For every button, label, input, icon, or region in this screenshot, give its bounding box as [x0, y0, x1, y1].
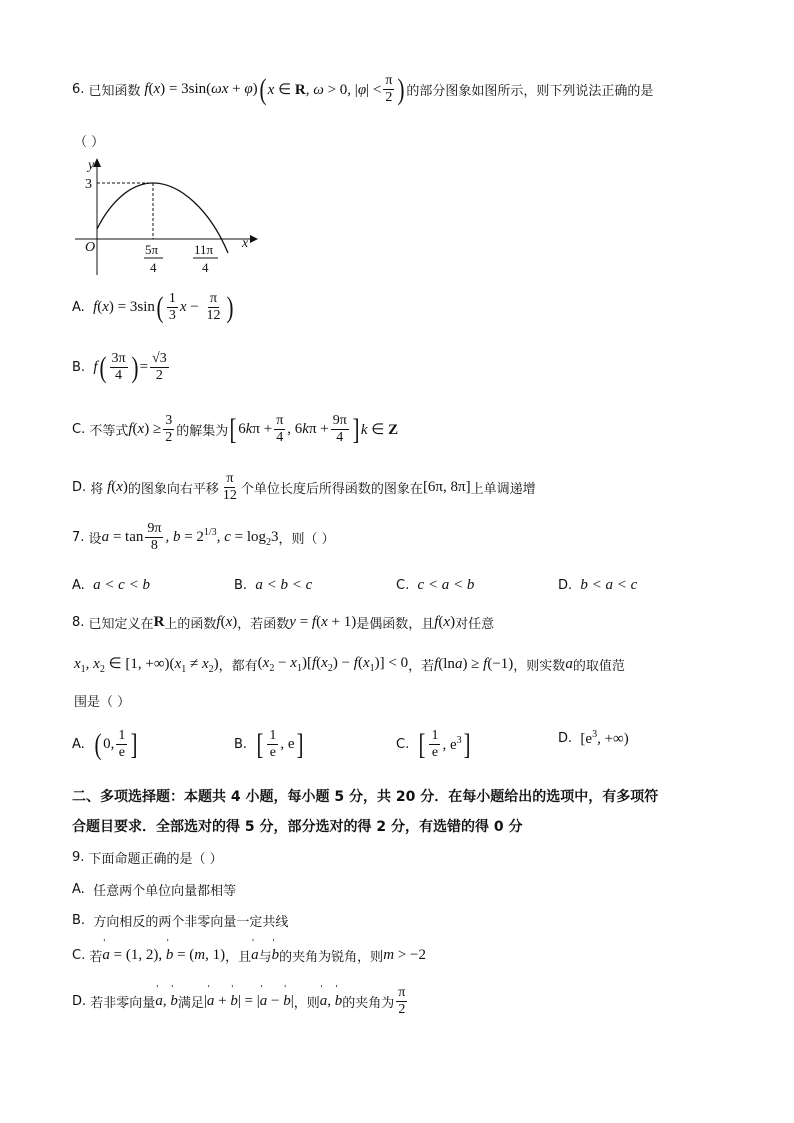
- q9-option-c: C. 若 ' a = (1, 2), ' b = (m, 1) ，且 ' a 与 ' b 的夹角为锐角，则 m > −2: [72, 946, 426, 965]
- y-tick-3: 3: [85, 177, 92, 192]
- q6-option-b: B. f ( $\frac{3\pi}{4}$ ) = $\frac{√3}{2}$: [72, 350, 167, 384]
- q9-option-d: D. 若非零向量 ' a, ' b 满足 |' a + ' b| = |' a − ' b| ，则 ' a, ' b 的夹角为 $\frac{\pi}{2}$: [72, 986, 409, 1017]
- q7-option-a: A. a < c < b: [72, 577, 150, 593]
- q6-stem: 6. 已知函数 f(x) = 3sin(ωx + φ) ( x ∈ R, ω > 0, |φ| < $\frac{\pi}{2}$ ) 的部分图象如图所示，则下列说法正确的是: [72, 72, 654, 106]
- q7-stem: 7. 设 a = tan $\frac{9\pi}{8}$ , $b = 2^{1/3}$, $c = \log_23$ ，则（ ）: [72, 521, 335, 553]
- q6-graph: [70, 155, 260, 280]
- q6-function: f(x) = 3sin(ωx + φ): [144, 81, 258, 97]
- x-tick1-num: 5π: [145, 242, 159, 257]
- q6-option-a: A. f(x) = 3sin ( $\frac{1}{3}$ x − $\frac{\pi}{12}$ ): [72, 290, 234, 324]
- q6-option-c: C. 不等式 f(x) ≥ $\frac{3}{2}$ 的解集为 [ 6kπ + $\frac{\pi}{4}$ , 6kπ + $\frac{9\pi}{4}$ ] k ∈ Z: [72, 412, 399, 446]
- q6-stem-suffix: 的部分图象如图所示，则下列说法正确的是: [406, 84, 654, 99]
- q8-option-a: A. ( 0, $\frac{1}{e}$ ]: [72, 727, 138, 761]
- q8-line2: $x_1$, $x_2$ ∈ [1, $+\infty)(x_1 \ne x_2)$ ，都有 $(x_2 - x_1)[f(x_2) - f(x_1)] < 0$ ，若 f(lna) ≥ f(−1) ，则实数 a 的取值范: [74, 655, 625, 675]
- section2-heading-line1: 二、多项选择题：本题共 4 小题，每小题 5 分，共 20 分．在每小题给出的选项中，有多项符: [72, 789, 659, 805]
- section2-heading-line2: 合题目要求．全部选对的得 5 分，部分选对的得 2 分，有选错的得 0 分: [72, 819, 523, 835]
- q6-paren: （ ）: [74, 135, 105, 150]
- q8-option-c: C. [ $\frac{1}{e}$ , $e^3$ ]: [396, 727, 471, 761]
- q8-line3: 围是（ ）: [74, 695, 131, 710]
- q8-option-b: B. [ $\frac{1}{e}$ , e ]: [234, 727, 303, 761]
- q6-option-d: D. 将 f(x) 的图象向右平移 $\frac{\pi}{12}$ 个单位长度后所得函数的图象在 [6π, 8π] 上单调递增: [72, 471, 536, 503]
- q7-option-d: D. b < a < c: [558, 577, 638, 593]
- y-axis-label: y: [88, 158, 95, 173]
- origin-label: O: [85, 240, 96, 255]
- q6-condition: x ∈ R, ω > 0, |φ| <: [267, 82, 382, 98]
- q6-stem-prefix: 已知函数: [88, 84, 141, 99]
- q8-line1: 8. 已知定义在 R 上的函数 f(x) ，若函数 y = f(x + 1) 是偶函数，且 f(x) 对任意: [72, 614, 495, 632]
- x-tick2-den: 4: [202, 260, 209, 275]
- x-axis-label: x: [242, 236, 249, 251]
- q9-option-a: A. 任意两个单位向量都相等: [72, 882, 237, 899]
- x-tick1-den: 4: [150, 260, 157, 275]
- q7-option-c: C. c < a < b: [396, 577, 475, 593]
- q9-option-b: B. 方向相反的两个非零向量一定共线: [72, 913, 289, 930]
- q6-number: 6.: [72, 82, 85, 97]
- q7-option-b: B. a < b < c: [234, 577, 313, 593]
- x-tick2-num: 11π: [194, 242, 214, 257]
- q9-stem: 9. 下面命题正确的是（ ）: [72, 850, 223, 867]
- q8-option-d: D. [$e^3$, +∞): [558, 729, 629, 747]
